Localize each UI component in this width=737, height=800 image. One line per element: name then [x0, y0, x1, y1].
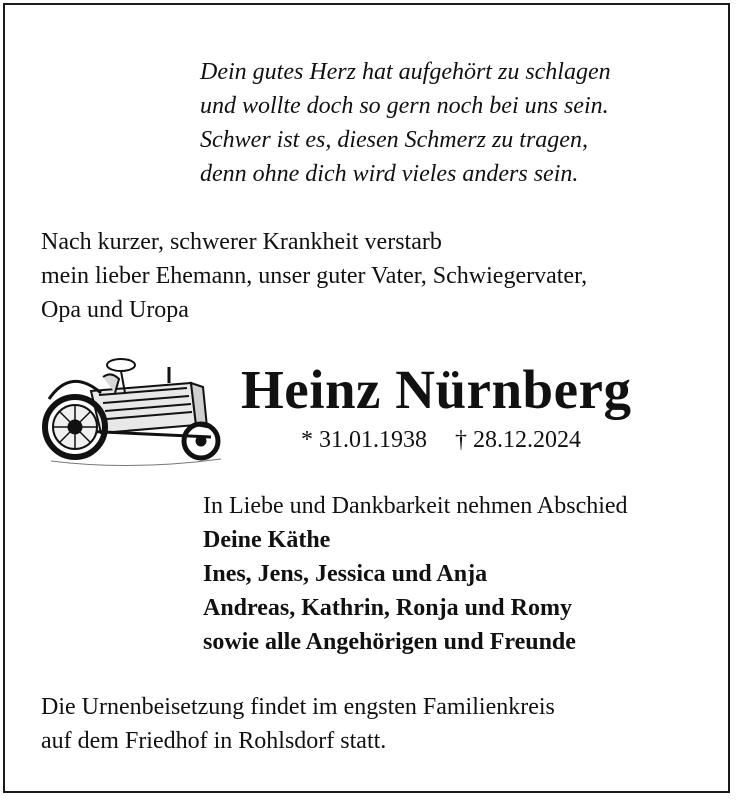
death-announcement	[41, 225, 721, 327]
mourner-line: Deine Käthe	[203, 527, 331, 553]
poem-line: und wollte doch so gern noch bei uns sein.	[200, 93, 609, 119]
closing-line: Die Urnenbeisetzung findet im engsten Familienkreis	[41, 694, 555, 720]
life-dates	[301, 423, 581, 457]
poem-line: Dein gutes Herz hat aufgehört zu schlagen	[200, 59, 611, 85]
mourner-line: sowie alle Angehörigen und Freunde	[203, 629, 576, 655]
poem-line: Schwer ist es, diesen Schmerz zu tragen,	[200, 127, 588, 153]
poem-line: denn ohne dich wird vieles anders sein.	[200, 161, 579, 187]
memorial-poem	[200, 55, 700, 191]
mourners-list	[203, 489, 723, 659]
mourner-line: Ines, Jens, Jessica und Anja	[203, 561, 488, 587]
intro-line: Opa und Uropa	[41, 297, 189, 323]
mourner-line: Andreas, Kathrin, Ronja und Romy	[203, 595, 572, 621]
deceased-name: Heinz Nürnberg	[241, 359, 632, 420]
mourners-intro: In Liebe und Dankbarkeit nehmen Abschied	[203, 493, 628, 519]
death-date: † 28.12.2024	[455, 427, 581, 453]
birth-date: * 31.01.1938	[301, 427, 427, 453]
burial-notice	[41, 690, 721, 758]
tractor-icon	[41, 353, 226, 473]
closing-line: auf dem Friedhof in Rohlsdorf statt.	[41, 728, 387, 754]
intro-line: mein lieber Ehemann, unser guter Vater, Schwiegervater,	[41, 263, 588, 289]
intro-line: Nach kurzer, schwerer Krankheit verstarb	[41, 229, 442, 255]
obituary-frame	[3, 3, 730, 793]
